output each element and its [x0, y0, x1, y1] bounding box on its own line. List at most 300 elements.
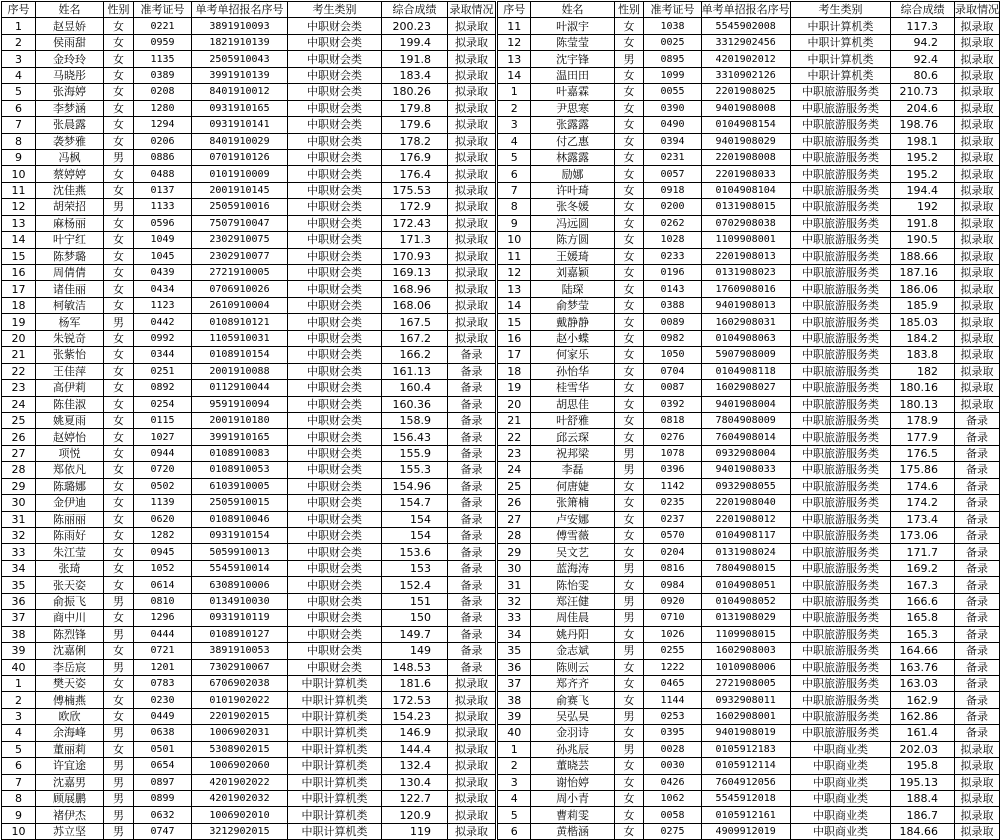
- cell-status: 备录: [448, 429, 496, 445]
- cell-category: 中职旅游服务类: [790, 495, 891, 511]
- cell-status: 拟录取: [954, 117, 999, 133]
- cell-seq: 6: [2, 758, 36, 774]
- cell-registration-no: 0112910044: [192, 380, 288, 396]
- cell-score: 149: [382, 643, 448, 659]
- cell-registration-no: 0931910141: [192, 117, 288, 133]
- table-row: [498, 199, 1000, 215]
- cell-status: 备录: [954, 445, 999, 461]
- cell-exam-id: 0704: [644, 363, 701, 379]
- cell-exam-id: 0231: [644, 149, 701, 165]
- cell-status: 拟录取: [954, 363, 999, 379]
- cell-status: 拟录取: [954, 67, 999, 83]
- cell-seq: 9: [498, 215, 531, 231]
- cell-name: 郑依凡: [36, 462, 104, 478]
- cell-exam-id: 0959: [134, 34, 192, 50]
- cell-score: 154: [382, 511, 448, 527]
- table-row: [2, 100, 496, 116]
- cell-seq: 29: [2, 478, 36, 494]
- cell-registration-no: 0131908015: [701, 199, 790, 215]
- cell-score: 155.9: [382, 445, 448, 461]
- table-row: [498, 544, 1000, 560]
- cell-score: 148.53: [382, 659, 448, 675]
- cell-registration-no: 0104908104: [701, 182, 790, 198]
- cell-seq: 35: [498, 643, 531, 659]
- cell-registration-no: 2505910016: [192, 199, 288, 215]
- cell-seq: 34: [498, 626, 531, 642]
- cell-registration-no: 2001910180: [192, 412, 288, 428]
- cell-category: 中职财会类: [288, 478, 382, 494]
- cell-seq: 11: [498, 248, 531, 264]
- cell-exam-id: 1027: [134, 429, 192, 445]
- cell-seq: 10: [2, 823, 36, 839]
- cell-gender: 女: [614, 774, 644, 790]
- cell-gender: 男: [104, 791, 134, 807]
- cell-exam-id: 0439: [134, 265, 192, 281]
- cell-name: 叶宁红: [36, 232, 104, 248]
- cell-registration-no: 8401910012: [192, 84, 288, 100]
- cell-name: 谢怡婷: [531, 774, 614, 790]
- cell-name: 邱云琛: [531, 429, 614, 445]
- cell-seq: 18: [2, 297, 36, 313]
- cell-name: 董晓芸: [531, 758, 614, 774]
- cell-score: 185.03: [891, 314, 955, 330]
- cell-seq: 37: [498, 675, 531, 691]
- cell-category: 中职计算机类: [790, 51, 891, 67]
- cell-exam-id: 0344: [134, 347, 192, 363]
- cell-category: 中职旅游服务类: [790, 725, 891, 741]
- cell-gender: 女: [104, 182, 134, 198]
- cell-score: 199.4: [382, 34, 448, 50]
- cell-seq: 20: [498, 396, 531, 412]
- cell-score: 204.6: [891, 100, 955, 116]
- table-row: [498, 643, 1000, 659]
- cell-registration-no: 1602908003: [701, 643, 790, 659]
- table-row: [2, 133, 496, 149]
- cell-status: 拟录取: [448, 84, 496, 100]
- cell-score: 120.9: [382, 807, 448, 823]
- cell-status: 拟录取: [954, 791, 999, 807]
- cell-exam-id: 0055: [644, 84, 701, 100]
- cell-seq: 14: [498, 297, 531, 313]
- cell-registration-no: 5545902008: [701, 18, 790, 34]
- cell-exam-id: 1038: [644, 18, 701, 34]
- cell-registration-no: 2721910005: [192, 265, 288, 281]
- header-seq: 序号: [498, 2, 531, 18]
- cell-score: 171.7: [891, 544, 955, 560]
- cell-gender: 女: [614, 314, 644, 330]
- cell-exam-id: 0390: [644, 100, 701, 116]
- table-row: [498, 34, 1000, 50]
- cell-status: 拟录取: [448, 692, 496, 708]
- table-row: [2, 248, 496, 264]
- cell-exam-id: 0816: [644, 560, 701, 576]
- cell-name: 沈嘉男: [36, 774, 104, 790]
- cell-status: 拟录取: [448, 823, 496, 839]
- cell-exam-id: 0442: [134, 314, 192, 330]
- cell-status: 拟录取: [954, 18, 999, 34]
- table-row: [2, 741, 496, 757]
- cell-exam-id: 0632: [134, 807, 192, 823]
- cell-score: 94.2: [891, 34, 955, 50]
- cell-score: 178.9: [891, 412, 955, 428]
- table-row: [498, 100, 1000, 116]
- table-row: [498, 133, 1000, 149]
- cell-name: 吴文艺: [531, 544, 614, 560]
- cell-status: 拟录取: [954, 265, 999, 281]
- cell-name: 蓝海涛: [531, 560, 614, 576]
- cell-score: 185.9: [891, 297, 955, 313]
- cell-category: 中职旅游服务类: [790, 314, 891, 330]
- cell-exam-id: 1123: [134, 297, 192, 313]
- cell-gender: 女: [614, 807, 644, 823]
- cell-score: 186.7: [891, 807, 955, 823]
- table-row: [498, 823, 1000, 839]
- cell-gender: 女: [104, 528, 134, 544]
- cell-status: 拟录取: [448, 100, 496, 116]
- cell-status: 备录: [448, 495, 496, 511]
- cell-gender: 女: [104, 51, 134, 67]
- cell-seq: 11: [498, 18, 531, 34]
- cell-score: 152.4: [382, 577, 448, 593]
- cell-category: 中职财会类: [288, 577, 382, 593]
- cell-exam-id: 0262: [644, 215, 701, 231]
- cell-registration-no: 0104908052: [701, 593, 790, 609]
- cell-score: 153: [382, 560, 448, 576]
- cell-name: 欧欣: [36, 708, 104, 724]
- cell-status: 拟录取: [448, 281, 496, 297]
- cell-status: 拟录取: [954, 281, 999, 297]
- cell-name: 周小青: [531, 791, 614, 807]
- cell-status: 拟录取: [954, 774, 999, 790]
- cell-status: 备录: [954, 528, 999, 544]
- cell-name: 李梦涵: [36, 100, 104, 116]
- table-body: [2, 18, 496, 840]
- cell-registration-no: 1602908027: [701, 380, 790, 396]
- cell-status: 拟录取: [448, 248, 496, 264]
- cell-gender: 女: [614, 363, 644, 379]
- cell-category: 中职计算机类: [790, 34, 891, 50]
- cell-registration-no: 2610910004: [192, 297, 288, 313]
- cell-gender: 女: [104, 84, 134, 100]
- cell-registration-no: 2201908013: [701, 248, 790, 264]
- table-row: [498, 495, 1000, 511]
- cell-name: 曹莉雯: [531, 807, 614, 823]
- cell-status: 备录: [448, 380, 496, 396]
- table-row: [2, 544, 496, 560]
- cell-exam-id: 0275: [644, 823, 701, 839]
- cell-seq: 4: [498, 791, 531, 807]
- cell-registration-no: 2302910077: [192, 248, 288, 264]
- cell-category: 中职财会类: [288, 166, 382, 182]
- table-row: [2, 84, 496, 100]
- cell-category: 中职财会类: [288, 511, 382, 527]
- cell-score: 167.2: [382, 330, 448, 346]
- cell-gender: 男: [614, 741, 644, 757]
- cell-category: 中职财会类: [288, 445, 382, 461]
- cell-name: 顾展鹏: [36, 791, 104, 807]
- table-row: [2, 791, 496, 807]
- table-row: [2, 117, 496, 133]
- cell-registration-no: 2201908025: [701, 84, 790, 100]
- cell-category: 中职旅游服务类: [790, 100, 891, 116]
- cell-category: 中职计算机类: [288, 741, 382, 757]
- cell-status: 拟录取: [954, 149, 999, 165]
- cell-category: 中职财会类: [288, 265, 382, 281]
- cell-registration-no: 5059910013: [192, 544, 288, 560]
- cell-name: 刘嘉颖: [531, 265, 614, 281]
- cell-category: 中职旅游服务类: [790, 675, 891, 691]
- cell-gender: 女: [614, 412, 644, 428]
- cell-gender: 女: [104, 347, 134, 363]
- cell-exam-id: 0783: [134, 675, 192, 691]
- cell-gender: 女: [104, 577, 134, 593]
- cell-seq: 38: [2, 626, 36, 642]
- cell-category: 中职旅游服务类: [790, 412, 891, 428]
- cell-gender: 女: [614, 478, 644, 494]
- cell-score: 198.1: [891, 133, 955, 149]
- table-row: [2, 18, 496, 34]
- cell-exam-id: 1052: [134, 560, 192, 576]
- table-row: [498, 659, 1000, 675]
- cell-score: 191.8: [382, 51, 448, 67]
- cell-name: 张冬媛: [531, 199, 614, 215]
- cell-registration-no: 3312902456: [701, 34, 790, 50]
- cell-gender: 女: [614, 380, 644, 396]
- cell-seq: 12: [498, 34, 531, 50]
- cell-name: 麻杨丽: [36, 215, 104, 231]
- table-row: [2, 511, 496, 527]
- cell-status: 备录: [954, 708, 999, 724]
- cell-exam-id: 1201: [134, 659, 192, 675]
- cell-status: 拟录取: [954, 133, 999, 149]
- cell-category: 中职财会类: [288, 84, 382, 100]
- cell-gender: 女: [614, 544, 644, 560]
- cell-status: 备录: [448, 610, 496, 626]
- cell-seq: 39: [2, 643, 36, 659]
- cell-registration-no: 7804908015: [701, 560, 790, 576]
- cell-registration-no: 2201908033: [701, 166, 790, 182]
- table-row: [498, 511, 1000, 527]
- cell-status: 备录: [448, 593, 496, 609]
- table-row: [2, 34, 496, 50]
- cell-name: 赵婷怡: [36, 429, 104, 445]
- cell-seq: 29: [498, 544, 531, 560]
- table-row: [498, 363, 1000, 379]
- cell-category: 中职财会类: [288, 133, 382, 149]
- cell-category: 中职财会类: [288, 51, 382, 67]
- cell-exam-id: 0899: [134, 791, 192, 807]
- cell-score: 188.66: [891, 248, 955, 264]
- cell-exam-id: 1294: [134, 117, 192, 133]
- table-row: [498, 560, 1000, 576]
- cell-exam-id: 0620: [134, 511, 192, 527]
- cell-exam-id: 0058: [644, 807, 701, 823]
- cell-name: 诸佳丽: [36, 281, 104, 297]
- cell-category: 中职计算机类: [288, 725, 382, 741]
- cell-seq: 6: [2, 100, 36, 116]
- cell-exam-id: 0502: [134, 478, 192, 494]
- cell-status: 拟录取: [448, 741, 496, 757]
- cell-exam-id: 0276: [644, 429, 701, 445]
- cell-status: 拟录取: [448, 133, 496, 149]
- cell-seq: 31: [498, 577, 531, 593]
- cell-category: 中职旅游服务类: [790, 199, 891, 215]
- cell-name: 董丽莉: [36, 741, 104, 757]
- cell-registration-no: 7804908009: [701, 412, 790, 428]
- table-row: [2, 265, 496, 281]
- cell-registration-no: 2001910145: [192, 182, 288, 198]
- cell-registration-no: 4201902012: [701, 51, 790, 67]
- cell-gender: 女: [614, 528, 644, 544]
- cell-registration-no: 4201902022: [192, 774, 288, 790]
- header-gender: 性别: [614, 2, 644, 18]
- cell-gender: 女: [614, 100, 644, 116]
- cell-seq: 22: [498, 429, 531, 445]
- cell-seq: 32: [498, 593, 531, 609]
- cell-name: 黄楷涵: [531, 823, 614, 839]
- cell-registration-no: 0108910154: [192, 347, 288, 363]
- cell-score: 169.13: [382, 265, 448, 281]
- cell-score: 80.6: [891, 67, 955, 83]
- table-row: [498, 577, 1000, 593]
- cell-name: 赵小蝶: [531, 330, 614, 346]
- cell-seq: 3: [2, 708, 36, 724]
- cell-status: 备录: [448, 560, 496, 576]
- cell-gender: 女: [104, 741, 134, 757]
- cell-seq: 10: [498, 232, 531, 248]
- cell-seq: 17: [498, 347, 531, 363]
- cell-score: 154: [382, 528, 448, 544]
- cell-registration-no: 1109908015: [701, 626, 790, 642]
- cell-name: 樊天姿: [36, 675, 104, 691]
- cell-exam-id: 0426: [644, 774, 701, 790]
- cell-seq: 28: [498, 528, 531, 544]
- cell-gender: 女: [614, 248, 644, 264]
- cell-category: 中职商业类: [790, 823, 891, 839]
- cell-name: 姚夏雨: [36, 412, 104, 428]
- cell-seq: 1: [2, 18, 36, 34]
- cell-name: 冯枫: [36, 149, 104, 165]
- cell-seq: 5: [2, 741, 36, 757]
- cell-seq: 40: [2, 659, 36, 675]
- table-row: [2, 330, 496, 346]
- cell-registration-no: 2201908040: [701, 495, 790, 511]
- cell-gender: 男: [104, 314, 134, 330]
- cell-score: 176.9: [382, 149, 448, 165]
- cell-status: 拟录取: [448, 675, 496, 691]
- table-row: [2, 560, 496, 576]
- cell-category: 中职旅游服务类: [790, 297, 891, 313]
- header-registration-no: 单考单招报名序号: [701, 3, 790, 17]
- table-row: [2, 166, 496, 182]
- cell-name: 蔡婷婷: [36, 166, 104, 182]
- cell-gender: 女: [614, 117, 644, 133]
- cell-gender: 男: [104, 149, 134, 165]
- table-row: [2, 182, 496, 198]
- cell-seq: 17: [2, 281, 36, 297]
- cell-status: 拟录取: [954, 347, 999, 363]
- cell-registration-no: 9401908029: [701, 133, 790, 149]
- cell-gender: 女: [104, 232, 134, 248]
- cell-seq: 24: [498, 462, 531, 478]
- cell-seq: 21: [498, 412, 531, 428]
- table-row: [498, 610, 1000, 626]
- cell-gender: 女: [614, 281, 644, 297]
- cell-registration-no: 0932908011: [701, 692, 790, 708]
- cell-gender: 女: [614, 396, 644, 412]
- cell-category: 中职财会类: [288, 215, 382, 231]
- table-row: [498, 528, 1000, 544]
- table-row: [498, 396, 1000, 412]
- cell-gender: 男: [104, 758, 134, 774]
- cell-name: 袭梦雅: [36, 133, 104, 149]
- cell-status: 拟录取: [448, 297, 496, 313]
- cell-gender: 女: [614, 330, 644, 346]
- cell-registration-no: 9401908004: [701, 396, 790, 412]
- cell-exam-id: 0747: [134, 823, 192, 839]
- cell-status: 拟录取: [954, 51, 999, 67]
- cell-seq: 12: [498, 265, 531, 281]
- cell-category: 中职财会类: [288, 100, 382, 116]
- cell-name: 朱锐奇: [36, 330, 104, 346]
- table-row: [498, 774, 1000, 790]
- cell-status: 拟录取: [448, 18, 496, 34]
- cell-category: 中职财会类: [288, 18, 382, 34]
- table-row: [498, 330, 1000, 346]
- cell-score: 172.53: [382, 692, 448, 708]
- cell-name: 吴弘昊: [531, 708, 614, 724]
- cell-score: 180.26: [382, 84, 448, 100]
- cell-exam-id: 1144: [644, 692, 701, 708]
- header-seq: 序号: [2, 2, 36, 18]
- table-row: [498, 626, 1000, 642]
- cell-score: 167.3: [891, 577, 955, 593]
- cell-gender: 女: [614, 215, 644, 231]
- cell-category: 中职旅游服务类: [790, 593, 891, 609]
- cell-category: 中职计算机类: [288, 708, 382, 724]
- cell-registration-no: 4201902032: [192, 791, 288, 807]
- cell-exam-id: 0196: [644, 265, 701, 281]
- table-row: [2, 725, 496, 741]
- cell-score: 178.2: [382, 133, 448, 149]
- cell-category: 中职商业类: [790, 741, 891, 757]
- cell-registration-no: 4909912019: [701, 823, 790, 839]
- cell-status: 备录: [954, 429, 999, 445]
- cell-gender: 女: [614, 166, 644, 182]
- cell-seq: 13: [498, 51, 531, 67]
- cell-seq: 30: [498, 560, 531, 576]
- cell-status: 拟录取: [954, 199, 999, 215]
- cell-registration-no: 0706910026: [192, 281, 288, 297]
- cell-category: 中职财会类: [288, 117, 382, 133]
- cell-category: 中职计算机类: [288, 758, 382, 774]
- cell-registration-no: 9401908008: [701, 100, 790, 116]
- table-row: [2, 429, 496, 445]
- cell-category: 中职旅游服务类: [790, 577, 891, 593]
- cell-exam-id: 0115: [134, 412, 192, 428]
- cell-gender: 女: [104, 100, 134, 116]
- cell-seq: 4: [2, 725, 36, 741]
- cell-status: 拟录取: [448, 182, 496, 198]
- cell-exam-id: 0596: [134, 215, 192, 231]
- table-row: [2, 692, 496, 708]
- cell-score: 149.7: [382, 626, 448, 642]
- table-row: [2, 380, 496, 396]
- cell-name: 孙怡华: [531, 363, 614, 379]
- cell-category: 中职财会类: [288, 232, 382, 248]
- table-row: [498, 166, 1000, 182]
- cell-seq: 2: [2, 34, 36, 50]
